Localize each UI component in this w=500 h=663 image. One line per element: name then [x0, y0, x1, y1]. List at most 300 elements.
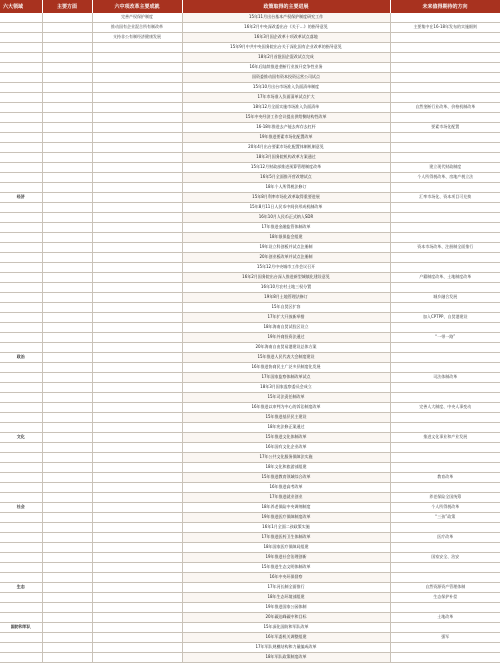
reform-cell: [92, 513, 182, 523]
direction-cell: 要素市场化配置: [390, 123, 500, 133]
domain-cell: [0, 593, 42, 603]
domain-cell: [0, 43, 42, 53]
table-row: [0, 323, 500, 333]
reform-cell: [92, 343, 182, 353]
sub-aspect-cell: [42, 233, 92, 243]
direction-cell: [390, 323, 500, 333]
direction-cell: [390, 353, 500, 363]
reform-cell: [92, 183, 182, 193]
domain-cell: [0, 93, 42, 103]
progress-cell: 17年扩大开放新举措: [182, 313, 390, 323]
progress-cell: 15年推进基层民主建设: [182, 413, 390, 423]
table-row: [0, 513, 500, 523]
table-row: [0, 333, 500, 343]
reform-cell: [92, 593, 182, 603]
progress-cell: 18年文化和旅游部组建: [182, 463, 390, 473]
domain-cell: [0, 563, 42, 573]
direction-cell: [390, 53, 500, 63]
table-row: [0, 383, 500, 393]
domain-cell: [0, 143, 42, 153]
domain-cell: [0, 13, 42, 23]
domain-cell: [0, 393, 42, 403]
direction-cell: 主要集中在16-18年发布的实施细则: [390, 23, 500, 33]
reform-cell: [92, 123, 182, 133]
table-row: [0, 153, 500, 163]
direction-cell: [390, 33, 500, 43]
reform-cell: [92, 653, 182, 663]
domain-cell: [0, 553, 42, 563]
progress-cell: 16年后陆续推进垄断行业放开竞争性业务: [182, 63, 390, 73]
direction-cell: [390, 93, 500, 103]
domain-cell: [0, 573, 42, 583]
table-row: [0, 573, 500, 583]
table-row: [0, 103, 500, 113]
reform-cell: [92, 463, 182, 473]
table-row: [0, 533, 500, 543]
table-row: [0, 583, 500, 593]
domain-cell: [0, 473, 42, 483]
progress-cell: 17年国家监察体制改革试点: [182, 373, 390, 383]
table-row: [0, 343, 500, 353]
direction-cell: [390, 153, 500, 163]
sub-aspect-cell: [42, 533, 92, 543]
sub-aspect-cell: [42, 403, 92, 413]
sub-aspect-cell: [42, 63, 92, 73]
table-row: [0, 493, 500, 503]
domain-cell: [0, 183, 42, 193]
progress-cell: 17年推进就业创业: [182, 493, 390, 503]
sub-aspect-cell: [42, 643, 92, 653]
domain-cell: [0, 63, 42, 73]
reform-cell: [92, 223, 182, 233]
reform-cell: [92, 193, 182, 203]
progress-cell: 16年中央环保督察: [182, 573, 390, 583]
direction-cell: 建立现代财政制度: [390, 163, 500, 173]
table-row: [0, 183, 500, 193]
sub-aspect-cell: [42, 633, 92, 643]
direction-cell: 自然资源资产管理体制: [390, 583, 500, 593]
sub-aspect-cell: [42, 193, 92, 203]
reform-cell: [92, 313, 182, 323]
domain-cell: [0, 613, 42, 623]
reform-cell: [92, 133, 182, 143]
table-row: [0, 453, 500, 463]
domain-cell: [0, 373, 42, 383]
sub-aspect-cell: [42, 323, 92, 333]
reform-cell: [92, 623, 182, 633]
direction-cell: 个人所得税改革: [390, 503, 500, 513]
domain-cell: [0, 243, 42, 253]
sub-aspect-cell: [42, 103, 92, 113]
domain-cell: [0, 423, 42, 433]
reform-cell: [92, 413, 182, 423]
direction-cell: 完善人大制度、中央人事变动: [390, 403, 500, 413]
domain-cell: [0, 603, 42, 613]
reform-cell: [92, 523, 182, 533]
reform-cell: [92, 243, 182, 253]
reform-cell: [92, 583, 182, 593]
direction-cell: [390, 63, 500, 73]
table-header-row: [0, 0, 500, 13]
table-row: [0, 273, 500, 283]
header-domain: 六大领域: [0, 0, 42, 13]
direction-cell: “三孩”政策: [390, 513, 500, 523]
domain-cell: [0, 533, 42, 543]
progress-cell: 18年海南自贸试验区设立: [182, 323, 390, 333]
sub-aspect-cell: [42, 493, 92, 503]
progress-cell: 17年公共文化服务保障法实施: [182, 453, 390, 463]
domain-cell: [0, 53, 42, 63]
table-row: [0, 133, 500, 143]
domain-cell: [0, 523, 42, 533]
reform-cell: [92, 433, 182, 443]
progress-cell: 15年10月出台市场准入负面清单制度: [182, 83, 390, 93]
sub-aspect-cell: [42, 553, 92, 563]
reform-cell: [92, 473, 182, 483]
sub-aspect-cell: [42, 303, 92, 313]
progress-cell: 20年海南自由贸易港建设总体方案: [182, 343, 390, 353]
domain-cell: [0, 283, 42, 293]
sub-aspect-cell: [42, 543, 92, 553]
direction-cell: 资本市场改革、注册制全面推行: [390, 243, 500, 253]
progress-cell: 16年推进以审判为中心的诉讼制度改革: [182, 403, 390, 413]
progress-cell: 19年外商投资法通过: [182, 333, 390, 343]
direction-cell: [390, 133, 500, 143]
direction-cell: [390, 623, 500, 633]
sub-aspect-cell: [42, 223, 92, 233]
progress-cell: 16-18年推进去产能去库存去杠杆: [182, 123, 390, 133]
progress-cell: 15年司法责任制改革: [182, 393, 390, 403]
domain-cell: [0, 133, 42, 143]
sub-aspect-cell: [42, 583, 92, 593]
progress-cell: 19年推进要素市场化配置改革: [182, 133, 390, 143]
reform-cell: [92, 603, 182, 613]
domain-cell: [0, 483, 42, 493]
reform-cell: [92, 113, 182, 123]
reform-cell: [92, 613, 182, 623]
reform-cell: [92, 393, 182, 403]
table-row: [0, 463, 500, 473]
reform-cell: [92, 63, 182, 73]
sub-aspect-cell: [42, 283, 92, 293]
table-row: [0, 233, 500, 243]
direction-cell: 教育改革: [390, 473, 500, 483]
direction-cell: [390, 203, 500, 213]
progress-cell: 18年宪法修正案通过: [182, 423, 390, 433]
domain-cell: [0, 33, 42, 43]
table-row: [0, 633, 500, 643]
domain-cell: [0, 323, 42, 333]
sub-aspect-cell: [42, 23, 92, 33]
progress-cell: 19年设立科创板并试点注册制: [182, 243, 390, 253]
reform-cell: [92, 203, 182, 213]
reform-cell: [92, 633, 182, 643]
sub-aspect-cell: [42, 273, 92, 283]
sub-aspect-cell: [42, 443, 92, 453]
direction-cell: 生态保护补偿: [390, 593, 500, 603]
reform-cell: [92, 533, 182, 543]
direction-cell: [390, 13, 500, 23]
table-row: [0, 293, 500, 303]
table-row: [0, 83, 500, 93]
header-sub: 主要方面: [42, 0, 92, 13]
table-row: [0, 203, 500, 213]
sub-aspect-cell: [42, 503, 92, 513]
direction-cell: 土地改革: [390, 613, 500, 623]
sub-aspect-cell: [42, 593, 92, 603]
domain-cell: [0, 513, 42, 523]
table-row: [0, 193, 500, 203]
domain-cell: [0, 123, 42, 133]
table-row: [0, 503, 500, 513]
progress-cell: 17年军队规模结构和力量编成改革: [182, 643, 390, 653]
sub-aspect-cell: [42, 153, 92, 163]
table-row: [0, 23, 500, 33]
direction-cell: [390, 83, 500, 93]
sub-aspect-cell: [42, 563, 92, 573]
table-row: [0, 423, 500, 433]
domain-cell: [0, 273, 42, 283]
reform-cell: [92, 493, 182, 503]
reform-cell: [92, 53, 182, 63]
sub-aspect-cell: [42, 173, 92, 183]
direction-cell: [390, 443, 500, 453]
domain-cell: [0, 633, 42, 643]
reform-cell: [92, 543, 182, 553]
sub-aspect-cell: [42, 83, 92, 93]
reform-cell: [92, 303, 182, 313]
progress-cell: 15年12月中央城市工作会议召开: [182, 263, 390, 273]
sub-aspect-cell: [42, 33, 92, 43]
progress-cell: 18年2月首批国企混改试点完成: [182, 53, 390, 63]
progress-cell: 15年11月出台基本产权保护制度研究工作: [182, 13, 390, 23]
table-row: [0, 163, 500, 173]
table-row: [0, 483, 500, 493]
progress-cell: 16年1月全面二孩政策实施: [182, 523, 390, 533]
progress-cell: 20年碳达峰碳中和目标: [182, 613, 390, 623]
domain-cell: [0, 493, 42, 503]
domain-cell: [0, 113, 42, 123]
table-row: [0, 33, 500, 43]
table-row: [0, 243, 500, 253]
progress-cell: 18年生态环境部组建: [182, 593, 390, 603]
direction-cell: [390, 603, 500, 613]
progress-cell: 19年推进国家公园体制: [182, 603, 390, 613]
direction-cell: 户籍制度改革、土地制度改革: [390, 273, 500, 283]
domain-cell: [0, 403, 42, 413]
domain-cell: [0, 23, 42, 33]
table-row: [0, 443, 500, 453]
table-row: [0, 523, 500, 533]
domain-cell: [0, 83, 42, 93]
sub-aspect-cell: [42, 313, 92, 323]
progress-cell: 18年银保监会组建: [182, 233, 390, 243]
sub-aspect-cell: [42, 473, 92, 483]
progress-cell: 16年5月全面推开营改增试点: [182, 173, 390, 183]
domain-cell: [0, 303, 42, 313]
sub-aspect-cell: [42, 623, 92, 633]
reform-cell: 完善产权保护制度: [92, 13, 182, 23]
sub-aspect-cell: [42, 13, 92, 23]
direction-cell: [390, 43, 500, 53]
reform-cell: [92, 253, 182, 263]
sub-aspect-cell: [42, 463, 92, 473]
table-row: [0, 373, 500, 383]
sub-aspect-cell: [42, 263, 92, 273]
progress-cell: 15年推进人民代表大会制度建设: [182, 353, 390, 363]
sub-aspect-cell: [42, 343, 92, 353]
direction-cell: [390, 363, 500, 373]
progress-cell: 19年8月土地管理法修订: [182, 293, 390, 303]
sub-aspect-cell: [42, 353, 92, 363]
domain-cell: [0, 343, 42, 353]
table-row: [0, 263, 500, 273]
table-row: [0, 283, 500, 293]
direction-cell: 医疗改革: [390, 533, 500, 543]
progress-cell: 15年8月利率市场化改革取得重要进展: [182, 193, 390, 203]
domain-cell: 政治: [0, 353, 42, 363]
table-row: [0, 173, 500, 183]
progress-cell: 16年军委机关调整组建: [182, 633, 390, 643]
sub-aspect-cell: [42, 433, 92, 443]
table-row: [0, 143, 500, 153]
direction-cell: [390, 483, 500, 493]
sub-aspect-cell: [42, 653, 92, 663]
progress-cell: 15年推进教育领域综合改革: [182, 473, 390, 483]
reform-cell: [92, 93, 182, 103]
direction-cell: [390, 463, 500, 473]
domain-cell: 经济: [0, 193, 42, 203]
direction-cell: [390, 453, 500, 463]
table-row: [0, 53, 500, 63]
table-row: [0, 353, 500, 363]
domain-cell: 文化: [0, 433, 42, 443]
progress-cell: 16年2月中央深改委出台《关于…》的指导意见: [182, 23, 390, 33]
direction-cell: “一带一路”: [390, 333, 500, 343]
sub-aspect-cell: [42, 423, 92, 433]
reform-cell: [92, 333, 182, 343]
progress-cell: 16年10月人民币正式纳入SDR: [182, 213, 390, 223]
table-row: [0, 433, 500, 443]
reform-cell: [92, 403, 182, 413]
table-row: [0, 63, 500, 73]
direction-cell: [390, 653, 500, 663]
table-row: [0, 613, 500, 623]
progress-cell: 15年12月财政部推进预算管理制度改革: [182, 163, 390, 173]
progress-cell: 15年推进文化体制改革: [182, 433, 390, 443]
reform-cell: [92, 443, 182, 453]
sub-aspect-cell: [42, 53, 92, 63]
domain-cell: [0, 443, 42, 453]
direction-cell: [390, 563, 500, 573]
progress-cell: 18年军队政策制度改革: [182, 653, 390, 663]
sub-aspect-cell: [42, 73, 92, 83]
reform-cell: [92, 483, 182, 493]
reform-cell: [92, 233, 182, 243]
sub-aspect-cell: [42, 203, 92, 213]
direction-cell: [390, 413, 500, 423]
direction-cell: [390, 423, 500, 433]
progress-cell: 18年3月国家监察委员会成立: [182, 383, 390, 393]
sub-aspect-cell: [42, 613, 92, 623]
sub-aspect-cell: [42, 123, 92, 133]
domain-cell: [0, 363, 42, 373]
progress-cell: 17年市场准入负面清单试点扩大: [182, 93, 390, 103]
sub-aspect-cell: [42, 483, 92, 493]
progress-cell: 16年推进高考改革: [182, 483, 390, 493]
progress-cell: 20年创业板改革并试点注册制: [182, 253, 390, 263]
table-row: [0, 303, 500, 313]
progress-cell: 15年自贸区扩容: [182, 303, 390, 313]
domain-cell: [0, 293, 42, 303]
progress-cell: 19年推进医疗保障制度改革: [182, 513, 390, 523]
progress-cell: 15年9月中共中央国务院出台关于深化国有企业改革的指导意见: [182, 43, 390, 53]
reform-cell: [92, 213, 182, 223]
sub-aspect-cell: [42, 253, 92, 263]
reform-cell: [92, 323, 182, 333]
header-direction: 未来值得期待的方向: [390, 0, 500, 13]
sub-aspect-cell: [42, 373, 92, 383]
direction-cell: [390, 523, 500, 533]
reform-cell: [92, 283, 182, 293]
reform-cell: [92, 643, 182, 653]
sub-aspect-cell: [42, 453, 92, 463]
table-row: [0, 123, 500, 133]
reform-cell: [92, 263, 182, 273]
direction-cell: 城乡融合发展: [390, 293, 500, 303]
direction-cell: [390, 233, 500, 243]
reform-cell: [92, 373, 182, 383]
direction-cell: [390, 393, 500, 403]
direction-cell: [390, 643, 500, 653]
direction-cell: [390, 343, 500, 353]
domain-cell: [0, 383, 42, 393]
table-row: [0, 553, 500, 563]
sub-aspect-cell: [42, 603, 92, 613]
domain-cell: [0, 653, 42, 663]
reform-cell: [92, 73, 182, 83]
domain-cell: [0, 463, 42, 473]
progress-cell: 15年深化国防和军队改革: [182, 623, 390, 633]
table-row: [0, 473, 500, 483]
domain-cell: [0, 313, 42, 323]
sub-aspect-cell: [42, 383, 92, 393]
progress-cell: 国资委推动国有资本投资运营公司试点: [182, 73, 390, 83]
direction-cell: [390, 143, 500, 153]
progress-cell: 19年推进社会治理创新: [182, 553, 390, 563]
domain-cell: [0, 153, 42, 163]
table-row: [0, 113, 500, 123]
direction-cell: [390, 283, 500, 293]
direction-cell: 推进文化事业和产业发展: [390, 433, 500, 443]
reform-cell: [92, 503, 182, 513]
domain-cell: 生态: [0, 583, 42, 593]
sub-aspect-cell: [42, 113, 92, 123]
table-row: [0, 543, 500, 553]
reform-cell: [92, 293, 182, 303]
domain-cell: [0, 333, 42, 343]
header-reform: 六中项改革主要成就: [92, 0, 182, 13]
progress-cell: 16年3月国企改革十项改革试点落地: [182, 33, 390, 43]
progress-cell: 17年推进医药卫生体制改革: [182, 533, 390, 543]
table-row: [0, 13, 500, 23]
reform-cell: [92, 143, 182, 153]
direction-cell: [390, 213, 500, 223]
progress-cell: 16年2月国务院出台深入推进新型城镇化建设意见: [182, 273, 390, 283]
table-row: [0, 593, 500, 603]
sub-aspect-cell: [42, 143, 92, 153]
sub-aspect-cell: [42, 243, 92, 253]
